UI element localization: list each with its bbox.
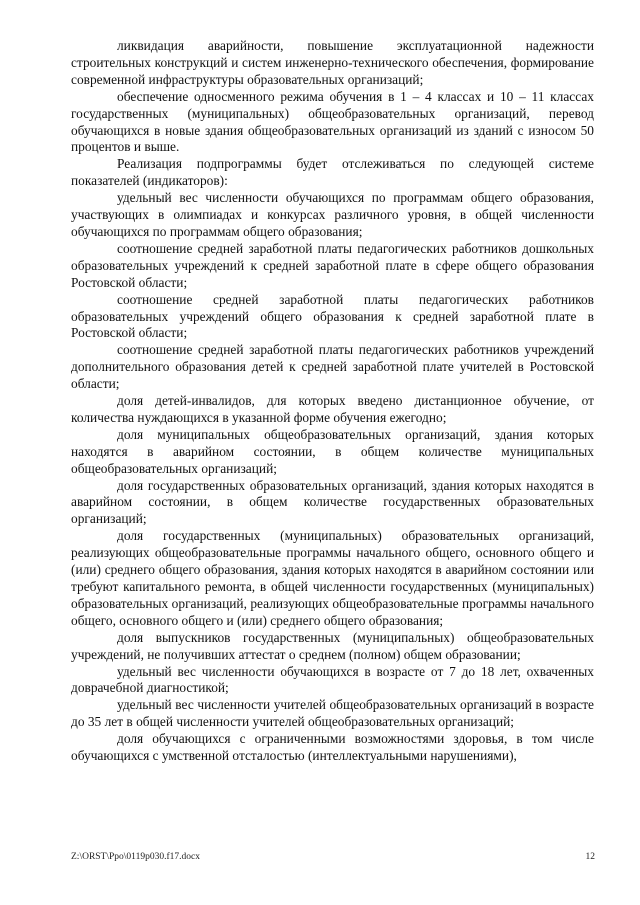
paragraph: доля государственных (муниципальных) образовательных организаций, реализующих общеобразовательные программы начального общего, основного общего и (или) среднего общего образования, здания которых находятся в аварийном состоянии или требуют капитального ремонта, в общей численности государственных (муниципальных) образовательных организаций, реализующих общеобразовательные программы начального общего, основного общего и (или) среднего общего образования;: [71, 528, 594, 628]
paragraph: соотношение средней заработной платы педагогических работников дошкольных образовательных учреждений к средней заработной плате в сфере общего образования Ростовской области;: [71, 240, 594, 290]
paragraph: соотношение средней заработной платы педагогических работников образовательных учреждений общего образования к средней заработной плате в Ростовской области;: [71, 291, 594, 341]
page-number: 12: [585, 852, 595, 862]
paragraph: удельный вес численности обучающихся в возрасте от 7 до 18 лет, охваченных доврачебной диагностикой;: [71, 663, 594, 696]
paragraph: доля детей-инвалидов, для которых введено дистанционное обучение, от количества нуждающихся в указанной форме обучения ежегодно;: [71, 393, 594, 425]
paragraph: удельный вес численности обучающихся по программам общего образования, участвующих в олимпиадах и конкурсах различного уровня, в общей численности обучающихся по программам общего образования;: [71, 190, 594, 239]
paragraph: удельный вес численности учителей общеобразовательных организаций в возрасте до 35 лет в общей численности учителей общеобразовательных организаций;: [71, 697, 594, 730]
paragraph: доля муниципальных общеобразовательных организаций, здания которых находятся в аварийном состоянии, в общем количестве муниципальных общеобразовательных организаций;: [71, 426, 594, 476]
paragraph: доля выпускников государственных (муниципальных) общеобразовательных учреждений, не получивших аттестат о среднем (полном) общем образовании;: [71, 629, 594, 662]
paragraph: доля государственных образовательных организаций, здания которых находятся в аварийном состоянии, в общем количестве государственных образовательных организаций;: [71, 477, 594, 527]
document-body: [71, 38, 594, 765]
paragraph: доля обучающихся с ограниченными возможностями здоровья, в том числе обучающихся с умственной отсталостью (интеллектуальными нарушениями),: [71, 731, 594, 764]
paragraph: Реализация подпрограммы будет отслеживаться по следующей системе показателей (индикаторов):: [71, 156, 594, 189]
paragraph: ликвидация аварийности, повышение эксплуатационной надежности строительных конструкций и систем инженерно-технического обеспечения, формирование современной инфраструктуры образовательных организаций;: [71, 38, 594, 87]
footer-file-path: Z:\ORST\Ppo\0119p030.f17.docx: [71, 852, 200, 862]
paragraph: обеспечение односменного режима обучения в 1 – 4 классах и 10 – 11 классах государственных (муниципальных) общеобразовательных организаций, перевод обучающихся в новые здания общеобразовательных организаций из зданий с износом 50 процентов и выше.: [71, 88, 594, 155]
paragraph: соотношение средней заработной платы педагогических работников учреждений дополнительного образования детей к средней заработной плате учителей в Ростовской области;: [71, 342, 594, 392]
